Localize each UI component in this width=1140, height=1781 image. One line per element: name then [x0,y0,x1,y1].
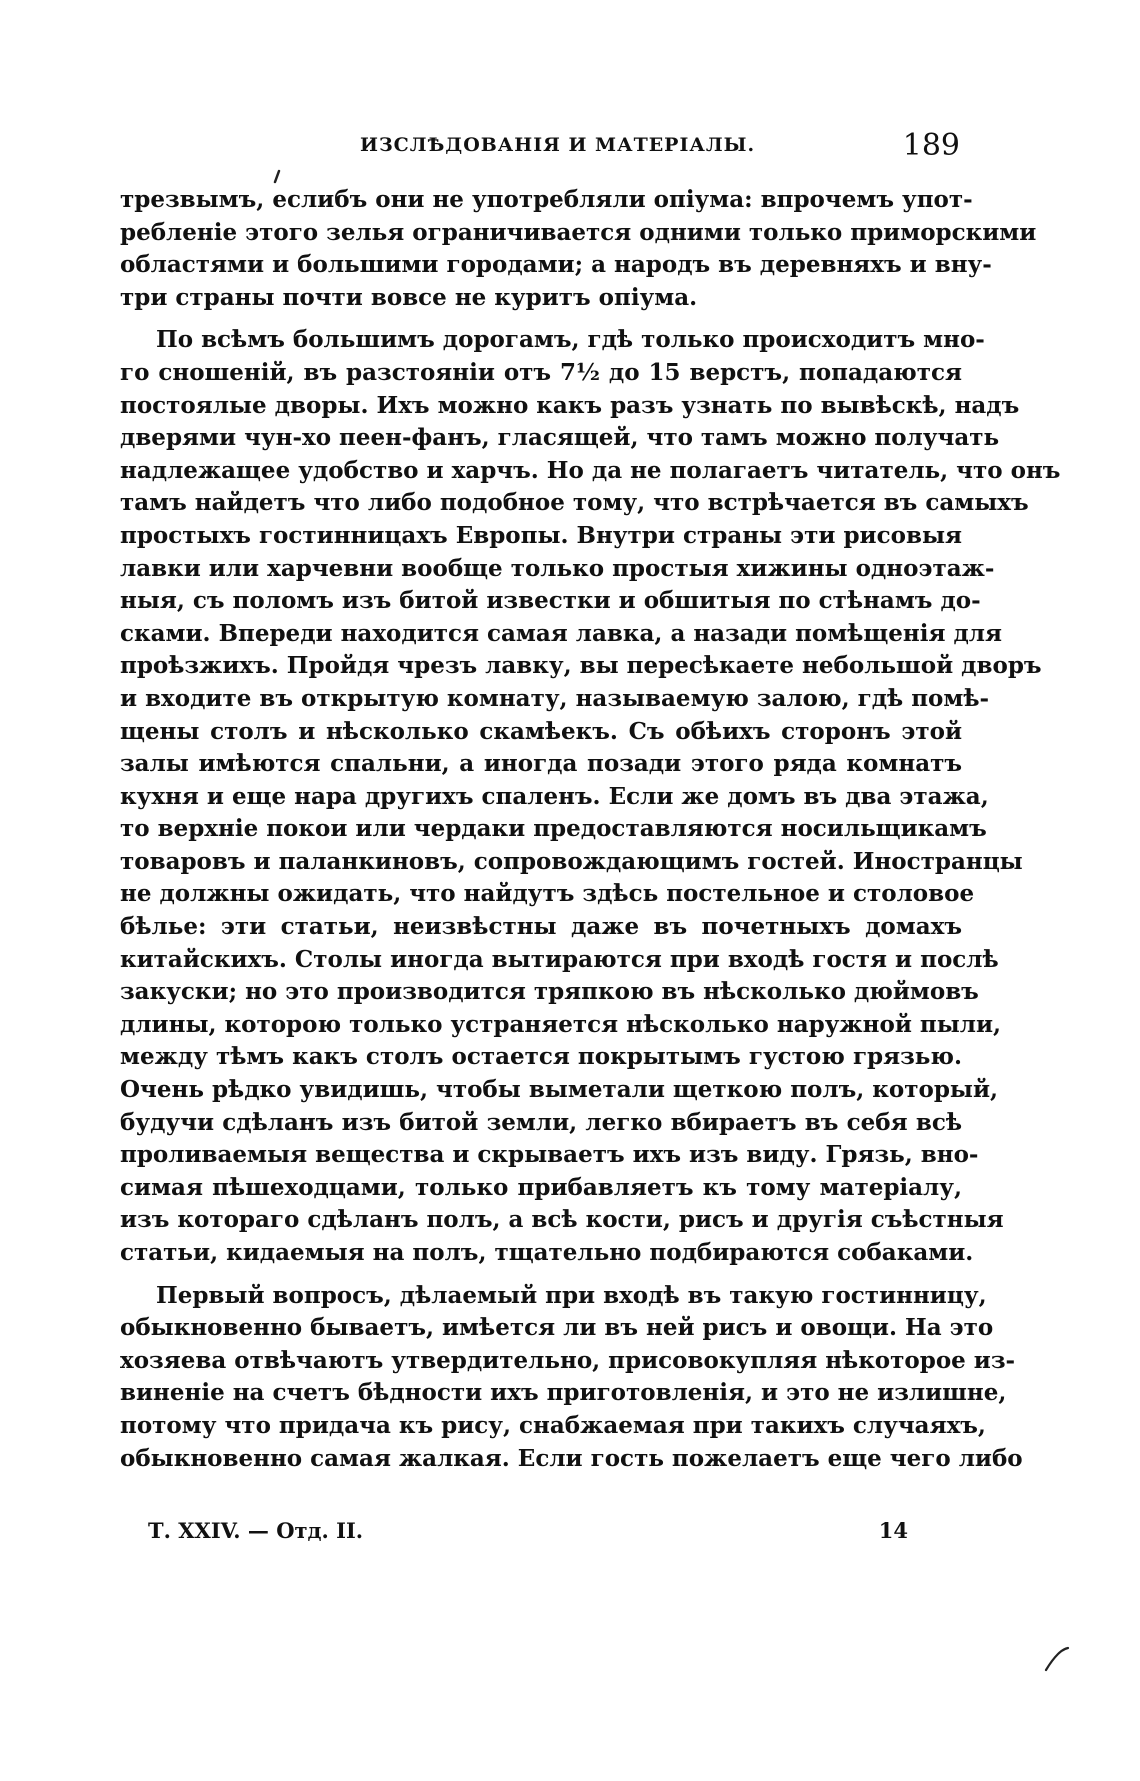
text-line: дверями чун-хо пеен-фанъ, гласящей, что тамъ можно получать [120,424,1000,452]
text-line: статьи, кидаемыя на полъ, тщательно подбираются собаками. [120,1239,974,1266]
text-line: Первый вопросъ, дѣлаемый при входѣ въ такую гостинницу, [156,1281,987,1309]
text-line: ребленіе этого зелья ограничивается одними только приморскими [120,218,1037,246]
text-line: будучи сдѣланъ изъ битой земли, легко вбираетъ въ себя всѣ [120,1108,962,1136]
text-line: виненіе на счетъ бѣдности ихъ приготовленія, и это не излишне, [120,1379,1007,1407]
running-title: ИЗСЛѢДОВАНІЯ И МАТЕРІАЛЫ. [360,134,756,156]
paragraph-gap [120,1270,962,1280]
sheet-number: 14 [878,1518,908,1543]
text-line: китайскихъ. Столы иногда вытираются при входѣ гостя и послѣ [120,945,999,973]
text-line: кухня и еще нара другихъ спаленъ. Если же домъ въ два этажа, [120,782,989,810]
page-footer [148,1518,908,1550]
text-line: длины, которою только устраняется нѣсколько наружной пыли, [120,1010,1002,1038]
text-line: и входите въ открытую комнату, называемую залою, гдѣ помѣ- [120,684,990,712]
text-line: обыкновенно бываетъ, имѣется ли въ ней рисъ и овощи. На это [120,1314,994,1342]
text-line: бѣлье: эти статьи, неизвѣстны даже въ почетныхъ домахъ [120,913,962,941]
text-line: лавки или харчевни вообще только простыя хижины одноэтаж- [120,554,995,582]
page-number: 189 [902,128,960,163]
text-line: щены столъ и нѣсколько скамѣекъ. Съ обѣихъ сторонъ этой [120,717,962,745]
paragraph-3 [120,1280,1023,1476]
text-line: простыхъ гостинницахъ Европы. Внутри страны эти рисовыя [120,521,962,549]
text-line: не должны ожидать, что найдутъ здѣсь постельное и столовое [120,880,975,908]
text-line: По всѣмъ большимъ дорогамъ, гдѣ только происходитъ мно- [156,326,985,354]
text-line: изъ котораго сдѣланъ полъ, а всѣ кости, рисъ и другія съѣстныя [120,1206,1004,1234]
text-line: то верхніе покои или чердаки предоставляются носильщикамъ [120,815,987,843]
paragraph-1 [120,184,1037,314]
page-header [120,128,960,168]
ink-speck-mark [272,170,282,184]
text-line: сками. Впереди находится самая лавка, а назади помѣщенія для [120,619,1003,647]
text-line: го сношеній, въ разстояніи отъ 7½ до 15 верстъ, попадаются [120,358,962,386]
text-line: хозяева отвѣчаютъ утвердительно, присовокупляя нѣкоторое из- [120,1346,1016,1374]
text-line: ныя, съ поломъ изъ битой известки и обшитыя по стѣнамъ до- [120,587,981,615]
text-line: товаровъ и паланкиновъ, сопровождающимъ гостей. Иностранцы [120,847,1023,875]
body-text [120,184,1061,1475]
text-line: надлежащее удобство и харчъ. Но да не полагаетъ читатель, что онъ [120,456,1061,484]
text-line: симая пѣшеходцами, только прибавляетъ къ тому матеріалу, [120,1173,962,1201]
text-line: тамъ найдетъ что либо подобное тому, что встрѣчается въ самыхъ [120,489,1029,517]
paragraph-gap [120,314,962,324]
text-line: трезвымъ, еслибъ они не употребляли опіума: впрочемъ упот- [120,186,973,213]
text-line: залы имѣются спальни, а иногда позади этого ряда комнатъ [120,750,962,778]
pen-stroke-mark [1044,1646,1070,1672]
text-line: Очень рѣдко увидишь, чтобы выметали щеткою полъ, который, [120,1076,999,1104]
text-line: потому что придача къ рису, снабжаемая при такихъ случаяхъ, [120,1411,986,1439]
text-line: между тѣмъ какъ столъ остается покрытымъ густою грязью. [120,1043,962,1071]
text-line: проливаемыя вещества и скрываетъ ихъ изъ виду. Грязь, вно- [120,1141,979,1169]
text-line: обыкновенно самая жалкая. Если гость пожелаетъ еще чего либо [120,1444,1023,1472]
text-line: постоялые дворы. Ихъ можно какъ разъ узнать по вывѣскѣ, надъ [120,391,1020,419]
text-line: проѣзжихъ. Пройдя чрезъ лавку, вы пересѣкаете небольшой дворъ [120,652,1042,680]
text-line: закуски; но это производится тряпкою въ нѣсколько дюймовъ [120,978,979,1006]
text-line: областями и большими городами; а народъ въ деревняхъ и вну- [120,251,992,279]
paragraph-2 [120,324,1061,1269]
volume-signature: Т. XXIV. — Отд. II. [148,1518,364,1543]
text-line: три страны почти вовсе не куритъ опіума. [120,283,698,311]
